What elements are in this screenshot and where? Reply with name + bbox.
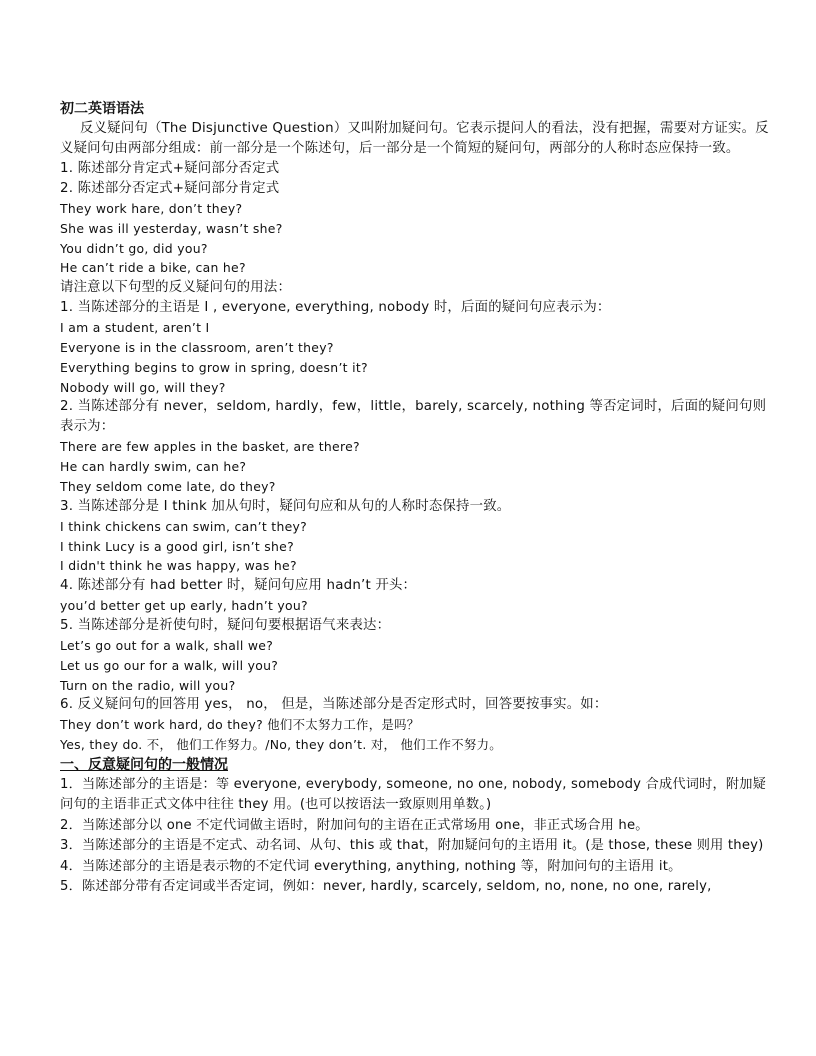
rule-2: 2. 当陈述部分有 never，seldom, hardly，few，little，barely, scarcely, nothing 等否定词时，后面的疑问句则表示为： (60, 399, 767, 435)
example-sentence: They seldom come late, do they? (60, 478, 276, 494)
basic-form-1: 1. 陈述部分肯定式+疑问部分否定式 (60, 161, 280, 176)
example-sentence: Nobody will go, will they? (60, 379, 226, 395)
example-sentence: Everything begins to grow in spring, doesn’t it? (60, 359, 368, 375)
example-sentence: Yes, they do. 不， 他们工作努力。/No, they don’t. 对， 他们工作不努力。 (60, 737, 502, 753)
example-sentence: Let us go our for a walk, will you? (60, 657, 279, 673)
basic-form-2: 2. 陈述部分否定式+疑问部分肯定式 (60, 181, 280, 196)
example-sentence: Turn on the radio, will you? (60, 677, 236, 693)
example-sentence: Let’s go out for a walk, shall we? (60, 637, 274, 653)
example-sentence: She was ill yesterday, wasn’t she? (60, 220, 283, 236)
rule-1: 1. 当陈述部分的主语是 I , everyone, everything, nobody 时，后面的疑问句应表示为： (60, 300, 611, 316)
example-sentence: I am a student, aren’t I (60, 320, 210, 336)
rule-3: 3. 当陈述部分是 I think 加从句时，疑问句应和从句的人称时态保持一致。 (60, 498, 511, 514)
general-point-3: 3．当陈述部分的主语是不定式、动名词、从句、this 或 that，附加疑问句的主语用 it。(是 those, these 则用 they) (60, 838, 764, 854)
example-sentence: There are few apples in the basket, are there? (60, 439, 360, 455)
example-sentence: Everyone is in the classroom, aren’t they? (60, 339, 334, 355)
general-point-2: 2．当陈述部分以 one 不定代词做主语时，附加问句的主语在正式常场用 one，非正式场合用 he。 (60, 817, 649, 833)
document-page (60, 99, 772, 898)
example-sentence: They don’t work hard, do they? 他们不太努力工作，是吗？ (60, 717, 420, 733)
example-sentence: I think Lucy is a good girl, isn’t she? (60, 538, 294, 554)
example-sentence: They work hare, don’t they? (60, 201, 243, 216)
example-sentence: He can hardly swim, can he? (60, 459, 247, 475)
rule-4: 4. 陈述部分有 had better 时，疑问句应用 hadn’t 开头： (60, 578, 417, 594)
general-point-5: 5．陈述部分带有否定词或半否定词，例如：never, hardly, scarcely, seldom, no, none, no one, rarely, (60, 879, 712, 895)
intro-paragraph: 反义疑问句（The Disjunctive Question）又叫附加疑问句。它表示提问人的看法，没有把握，需要对方证实。反义疑问句由两部分组成：前一部分是一个陈述句，后一部分是一个简短的疑问句，两部分的人称时态应保持一致。 (60, 121, 769, 156)
rule-5: 5. 当陈述部分是祈使句时，疑问句要根据语气来表达： (60, 617, 391, 633)
rule-6: 6. 反义疑问句的回答用 yes， no， 但是，当陈述部分是否定形式时，回答要按事实。如： (60, 697, 608, 713)
general-point-4: 4．当陈述部分的主语是表示物的不定代词 everything, anything, nothing 等，附加问句的主语用 it。 (60, 858, 682, 874)
example-sentence: You didn’t go, did you? (60, 240, 208, 256)
section-heading: 一、反意疑问句的一般情况 (60, 756, 228, 773)
general-point-1: 1．当陈述部分的主语是：等 everyone, everybody, someone, no one, nobody, somebody 合成代词时，附加疑问句的主语非正式文体中往往 they 用。(也可以按语法一致原则用单数。) (60, 776, 767, 813)
document-title: 初二英语语法 (60, 101, 144, 117)
example-sentence: He can’t ride a bike, can he? (60, 260, 246, 276)
usage-note: 请注意以下句型的反义疑问句的用法： (60, 280, 292, 296)
example-sentence: you’d better get up early, hadn’t you? (60, 598, 308, 614)
example-sentence: I think chickens can swim, can’t they? (60, 518, 308, 534)
example-sentence: I didn't think he was happy, was he? (60, 558, 297, 574)
